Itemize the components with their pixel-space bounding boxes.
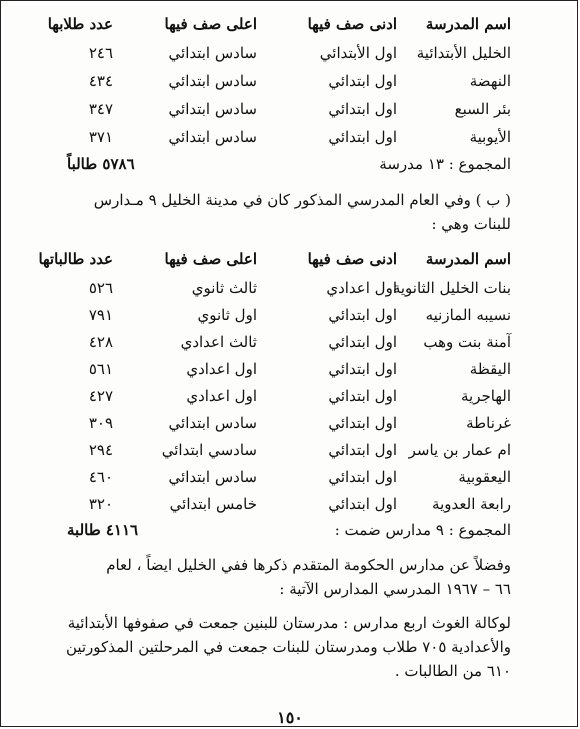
header-max-class: اعلى صف فيها (164, 250, 257, 268)
school-name: نسيبه المازنيه (425, 306, 511, 324)
min-class: اول ابتدائي (328, 468, 397, 486)
paragraph-line: لوكالة الغوث اربع مدارس : مدرستان للبنين جمعت في صفوفها الأبتدائية (67, 614, 511, 632)
min-class: اول ابتدائي (328, 495, 397, 513)
student-count: ٤٦٠ (88, 468, 113, 486)
student-count: ٣٧١ (88, 128, 113, 146)
min-class: اول ابتدائي (328, 360, 397, 378)
min-class: اول اعدادي (326, 279, 397, 297)
total-value: ٥٧٨٦ طالباً (67, 155, 135, 173)
paragraph-line: ٦٦ – ١٩٦٧ المدرسي المدارس الآتية : (279, 580, 511, 598)
paragraph-line: وفضلاً عن مدارس الحكومة المتقدم ذكرها ففي الخليل ايضاً ، لعام (106, 556, 511, 574)
max-class: ثالث ثانوي (191, 279, 257, 297)
page-number: ١٥٠ (277, 708, 303, 727)
total-value: ٤١١٦ طالبة (67, 521, 139, 539)
paragraph-line: للبنات وهي : (431, 215, 511, 233)
max-class: سادس ابتدائي (168, 44, 257, 62)
student-count: ٤٢٨ (88, 333, 113, 351)
max-class: اول اعدادي (186, 387, 257, 405)
school-name: النهضة (469, 72, 511, 90)
school-name: ام عمار بن ياسر (408, 441, 511, 459)
school-name: آمنة بنت وهب (423, 333, 511, 351)
school-name: اليعقوبية (458, 468, 511, 486)
min-class: اول ابتدائي (328, 441, 397, 459)
header-min-class: ادنى صف فيها (307, 250, 397, 268)
max-class: اول ثانوي (197, 306, 257, 324)
max-class: سادس ابتدائي (168, 128, 257, 146)
student-count: ٢٩٤ (88, 441, 113, 459)
min-class: اول ابتدائي (328, 387, 397, 405)
min-class: اول ابتدائي (328, 128, 397, 146)
min-class: اول الأبتدائي (319, 44, 397, 62)
header-school-name: اسم المدرسة (425, 250, 511, 268)
student-count: ٣٠٩ (88, 414, 113, 432)
max-class: سادس ابتدائي (168, 100, 257, 118)
max-class: سادسي ابتدائي (161, 441, 257, 459)
student-count: ٤٣٤ (88, 72, 113, 90)
school-name: الخليل الأبتدائية (416, 44, 511, 62)
school-name: اليقظة (469, 360, 511, 378)
page-content (5, 5, 575, 727)
school-name: رابعة العدوية (432, 495, 511, 513)
min-class: اول ابتدائي (328, 72, 397, 90)
min-class: اول ابتدائي (328, 100, 397, 118)
school-name: غرناطة (466, 414, 511, 432)
min-class: اول ابتدائي (328, 306, 397, 324)
paragraph-c (65, 553, 511, 601)
student-count: ٣٢٠ (88, 495, 113, 513)
student-count: ٣٤٧ (88, 100, 113, 118)
paragraph-line: والأعدادية ٧٠٥ طلاب ومدرستان للبنات جمعت في المرحلتين المذكورتين (65, 638, 511, 656)
school-name: بئر السبع (454, 100, 511, 118)
paragraph-line: ٦١٠ من الطالبات . (394, 662, 511, 680)
school-name: الأيوبية (469, 128, 511, 146)
student-count: ٤٢٧ (88, 387, 113, 405)
header-max-class: اعلى صف فيها (164, 15, 257, 33)
paragraph-b (65, 188, 511, 236)
student-count: ٧٩١ (88, 306, 113, 324)
max-class: اول اعدادي (186, 360, 257, 378)
max-class: سادس ابتدائي (168, 468, 257, 486)
student-count: ٥٢٦ (88, 279, 113, 297)
header-count: عدد طالباتها (38, 250, 113, 268)
max-class: سادس ابتدائي (168, 414, 257, 432)
max-class: ثالث اعدادي (180, 333, 257, 351)
min-class: اول ابتدائي (328, 414, 397, 432)
max-class: سادس ابتدائي (168, 72, 257, 90)
header-min-class: ادنى صف فيها (307, 15, 397, 33)
total-label: المجموع : ٩ مدارس ضمت : (334, 521, 511, 539)
header-school-name: اسم المدرسة (425, 15, 511, 33)
paragraph-d (65, 611, 511, 683)
max-class: خامس ابتدائي (169, 495, 257, 513)
total-label: المجموع : ١٣ مدرسة (379, 155, 511, 173)
student-count: ٢٤٦ (88, 44, 113, 62)
header-count: عدد طلابها (47, 15, 113, 33)
school-name: الهاجرية (461, 387, 511, 405)
min-class: اول ابتدائي (328, 333, 397, 351)
paragraph-line: ( ب ) وفي العام المدرسي المذكور كان في مدينة الخليل ٩ مـدارس (93, 191, 511, 209)
student-count: ٥٦١ (88, 360, 113, 378)
school-name: بنات الخليل الثانوية (392, 279, 511, 297)
